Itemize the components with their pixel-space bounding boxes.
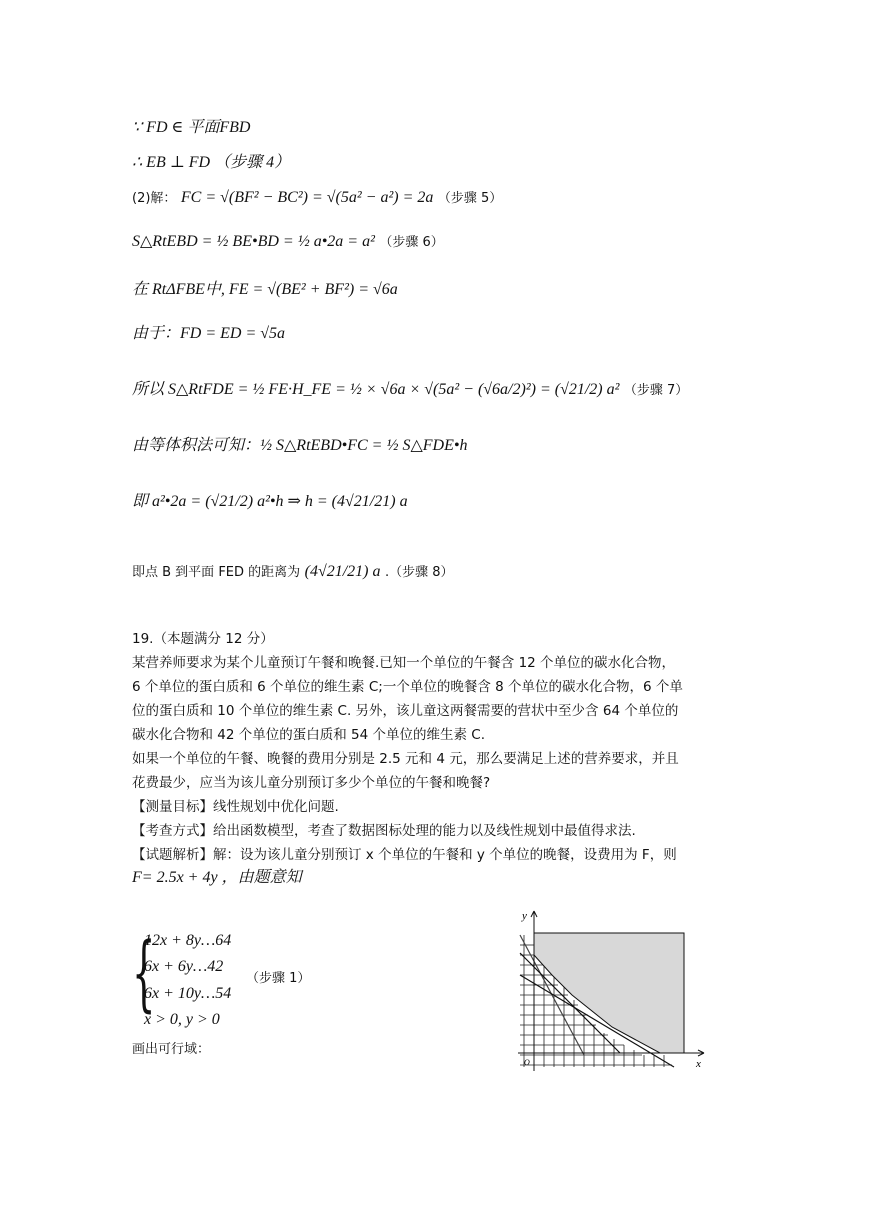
derivation-formula: 即 a²•2a = (√21/2) a²•h ⇒ h = (4√21/21) a bbox=[132, 493, 408, 510]
measurement-target: 【测量目标】线性规划中优化问题. bbox=[132, 799, 339, 815]
derivation-line-7 bbox=[132, 380, 688, 399]
problem-body-line: 碳水化合物和 42 个单位的蛋白质和 54 个单位的维生素 C. bbox=[132, 727, 486, 743]
problem-body-line: 花费最少，应当为该儿童分别预订多少个单位的午餐和晚餐? bbox=[132, 775, 491, 791]
derivation-formula: 由于：FD = ED = √5a bbox=[132, 325, 286, 342]
derivation-line-2 bbox=[132, 153, 290, 172]
derivation-formula: (4√21/21) a bbox=[304, 563, 381, 580]
inequality-protein: 6x + 6y…42 bbox=[144, 958, 224, 975]
cost-function-line bbox=[132, 868, 302, 887]
problem-block bbox=[132, 627, 744, 867]
inequality-positive: x > 0, y > 0 bbox=[144, 1011, 220, 1028]
derivation-formula: FC = √(BF² − BC²) = √(5a² − a²) = 2a bbox=[180, 189, 434, 206]
origin-label: O bbox=[524, 1058, 530, 1067]
y-axis-label: y bbox=[522, 910, 527, 922]
problem-body-line: 位的蛋白质和 10 个单位的维生素 C. 另外，该儿童这两餐需要的营状中至少含 64 个单位的 bbox=[132, 703, 679, 719]
derivation-line-5 bbox=[132, 280, 398, 299]
inequality-carbohydrate: 12x + 8y…64 bbox=[144, 932, 232, 949]
step-label: （步骤 7） bbox=[623, 383, 689, 398]
derivation-formula: S△RtEBD = ½ BE•BD = ½ a•2a = a² bbox=[132, 233, 375, 250]
problem-body-line: 某营养师要求为某个儿童预订午餐和晚餐.已知一个单位的午餐含 12 个单位的碳水化合物， bbox=[132, 655, 676, 671]
step-1-line bbox=[246, 970, 310, 987]
cost-function: F= 2.5x + 4y ，由题意知 bbox=[132, 869, 302, 886]
x-axis-label: x bbox=[696, 1058, 701, 1070]
step-label: （步骤 5） bbox=[437, 191, 503, 206]
derivation-line-9 bbox=[132, 492, 408, 511]
derivation-line-3 bbox=[132, 188, 502, 207]
derivation-formula: 所以 S△RtFDE = ½ FE·H_FE = ½ × √6a × √(5a² − (√6a/2)²) = (√21/2) a² bbox=[132, 381, 620, 398]
derivation-line-6 bbox=[132, 324, 285, 343]
step-label: （步骤 1） bbox=[246, 971, 311, 986]
problem-heading: 19.（本题满分 12 分） bbox=[132, 631, 274, 647]
derivation-formula: 在 RtΔFBE中, FE = √(BE² + BF²) = √6a bbox=[132, 281, 398, 298]
inequality-vitamin: 6x + 10y…54 bbox=[144, 985, 232, 1002]
derivation-label: 即点 B 到平面 FED 的距离为 bbox=[132, 565, 301, 580]
derivation-line-10 bbox=[132, 562, 454, 581]
derivation-formula: 由等体积法可知：½ S△RtEBD•FC = ½ S△FDE•h bbox=[132, 437, 468, 454]
derivation-text: ∴ EB ⊥ FD （步骤 4） bbox=[132, 154, 291, 171]
derivation-line-8 bbox=[132, 436, 467, 455]
derivation-line-4 bbox=[132, 232, 444, 251]
derivation-text: ∵ FD ∈ 平面FBD bbox=[132, 119, 251, 136]
feasible-region-graph bbox=[512, 905, 712, 1075]
left-brace-icon: { bbox=[132, 926, 156, 1021]
derivation-label: (2)解： bbox=[132, 191, 177, 206]
feasible-region-label: 画出可行域： bbox=[132, 1042, 211, 1057]
feasible-region-line bbox=[132, 1041, 210, 1058]
examination-method: 【考查方式】给出函数模型，考查了数据图标处理的能力以及线性规划中最值得求法. bbox=[132, 823, 636, 839]
solution-analysis: 【试题解析】解：设为该儿童分别预订 x 个单位的午餐和 y 个单位的晚餐，设费用为 F，则 bbox=[132, 847, 677, 863]
derivation-line-1 bbox=[132, 118, 250, 137]
step-label: .（步骤 8） bbox=[384, 565, 454, 580]
problem-body-line: 如果一个单位的午餐、晚餐的费用分别是 2.5 元和 4 元，那么要满足上述的营养要求，并且 bbox=[132, 751, 679, 767]
problem-body-line: 6 个单位的蛋白质和 6 个单位的维生素 C;一个单位的晚餐含 8 个单位的碳水化合物，6 个单 bbox=[132, 679, 683, 695]
step-label: （步骤 6） bbox=[379, 235, 444, 250]
